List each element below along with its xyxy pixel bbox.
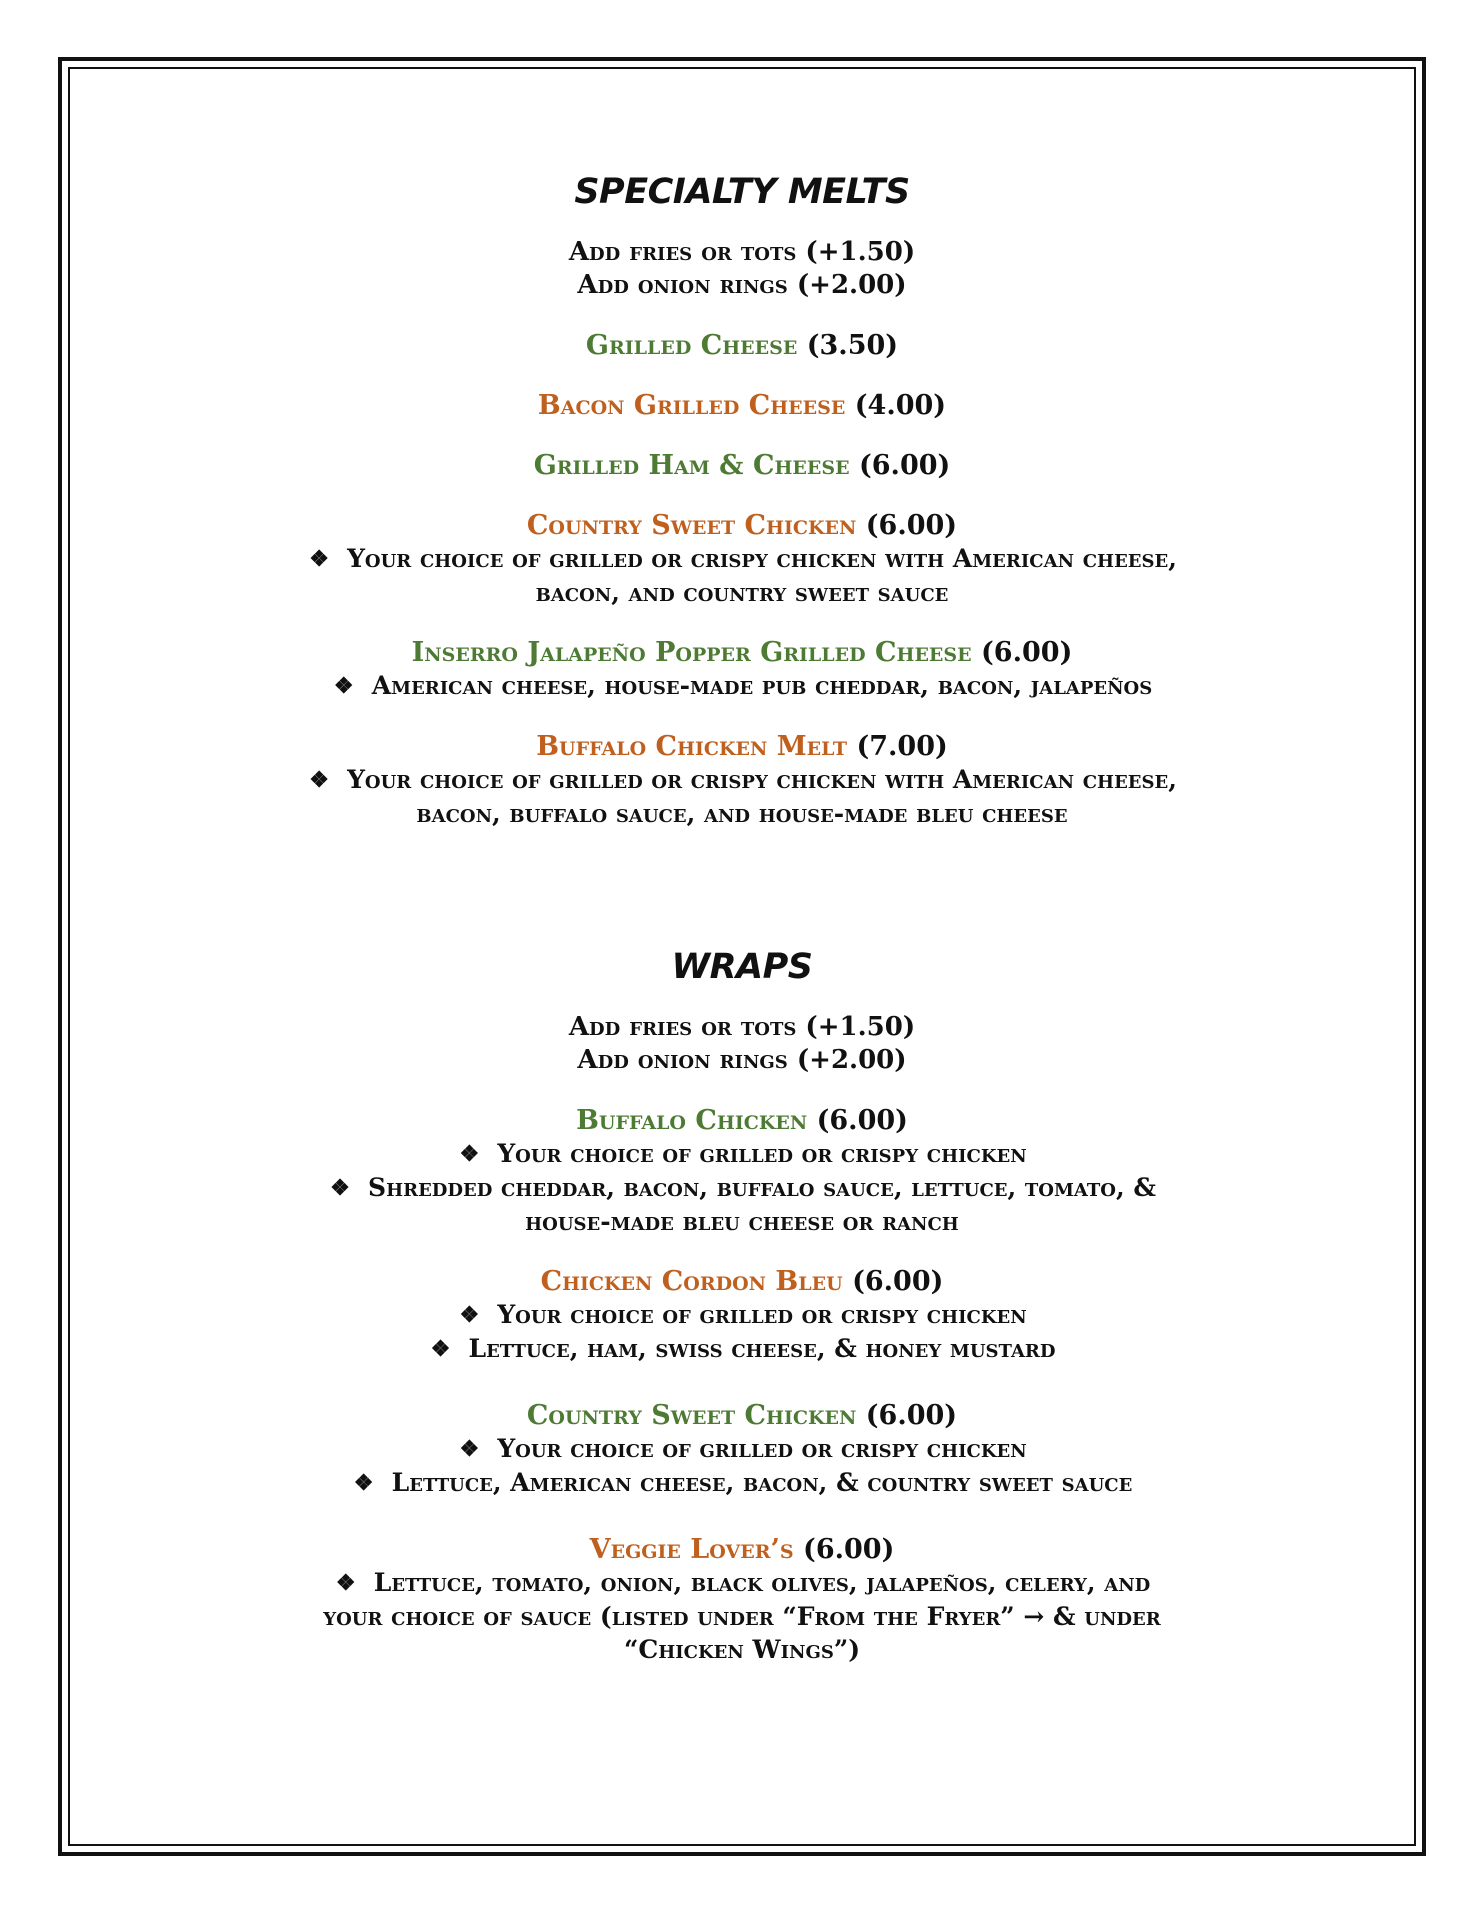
item-description-line: ❖ American cheese, house-made pub cheddar, bacon, jalapeños xyxy=(70,669,1414,703)
bullet-icon: ❖ xyxy=(459,1302,480,1328)
item-description-line: ❖ Your choice of grilled or crispy chicken with American cheese, xyxy=(70,763,1414,797)
item-price: (6.00) xyxy=(981,637,1073,668)
menu-item-country-sweet-chicken-melt xyxy=(70,510,1414,609)
bullet-icon: ❖ xyxy=(459,1141,480,1167)
addon-onion-rings: Add onion rings (+2.00) xyxy=(577,270,907,300)
bullet-icon: ❖ xyxy=(430,1336,451,1362)
menu-item-country-sweet-chicken-wrap xyxy=(70,1400,1414,1500)
section-title-wraps: WRAPS xyxy=(671,947,813,987)
item-name: Buffalo Chicken xyxy=(576,1105,808,1136)
item-name: Bacon Grilled Cheese xyxy=(537,390,846,421)
item-name: Grilled Cheese xyxy=(585,330,798,361)
item-name: Grilled Ham & Cheese xyxy=(533,450,850,481)
bullet-icon: ❖ xyxy=(309,767,329,793)
item-description-line: ❖ Your choice of grilled or crispy chicken with American cheese, xyxy=(70,542,1414,576)
bullet-icon: ❖ xyxy=(335,1570,356,1596)
bullet-icon: ❖ xyxy=(309,546,329,572)
item-name: Inserro Jalapeño Popper Grilled Cheese xyxy=(411,637,972,668)
menu-item-buffalo-chicken-wrap xyxy=(70,1105,1414,1238)
item-name: Veggie Lover’s xyxy=(589,1534,794,1565)
item-description-line: bacon, buffalo sauce, and house-made bleu cheese xyxy=(416,799,1068,828)
item-description-line: house-made bleu cheese or ranch xyxy=(525,1207,959,1236)
item-name: Chicken Cordon Bleu xyxy=(540,1266,843,1297)
menu-item-grilled-ham-cheese xyxy=(70,450,1414,482)
item-description-line: ❖ Your choice of grilled or crispy chicken xyxy=(70,1137,1414,1171)
addon-fries-tots: Add fries or tots (+1.50) xyxy=(568,1012,916,1042)
item-price: (6.00) xyxy=(865,510,958,541)
menu-item-veggie-lovers xyxy=(70,1534,1414,1666)
item-description-line: ❖ Lettuce, tomato, onion, black olives, jalapeños, celery, and xyxy=(70,1566,1414,1600)
item-description-line: your choice of sauce (listed under “From the Fryer” → & under xyxy=(323,1602,1161,1631)
menu-item-buffalo-chicken-melt xyxy=(70,731,1414,830)
item-description-line: ❖ Lettuce, ham, swiss cheese, & honey mustard xyxy=(70,1332,1414,1366)
menu-item-jalapeno-popper xyxy=(70,637,1414,703)
item-name: Country Sweet Chicken xyxy=(526,1400,857,1431)
bullet-icon: ❖ xyxy=(353,1470,374,1496)
section-title-melts: SPECIALTY MELTS xyxy=(574,172,910,212)
item-description-line: ❖ Lettuce, American cheese, bacon, & country sweet sauce xyxy=(70,1466,1414,1500)
item-description-line: ❖ Your choice of grilled or crispy chicken xyxy=(70,1298,1414,1332)
item-description-line: ❖ Shredded cheddar, bacon, buffalo sauce, lettuce, tomato, & xyxy=(70,1171,1414,1205)
item-price: (6.00) xyxy=(816,1105,908,1136)
item-description-line: “Chicken Wings”) xyxy=(623,1635,861,1664)
menu-item-grilled-cheese xyxy=(70,330,1414,362)
specialty-melts-section xyxy=(70,170,1414,830)
item-price: (3.50) xyxy=(806,330,899,361)
item-price: (6.00) xyxy=(803,1534,895,1565)
menu-item-bacon-grilled-cheese xyxy=(70,390,1414,422)
bullet-icon: ❖ xyxy=(459,1436,480,1462)
menu-item-chicken-cordon-bleu xyxy=(70,1266,1414,1366)
item-price: (4.00) xyxy=(854,390,947,421)
addon-onion-rings: Add onion rings (+2.00) xyxy=(577,1045,907,1075)
item-price: (7.00) xyxy=(856,731,948,762)
item-name: Buffalo Chicken Melt xyxy=(536,731,848,762)
item-price: (6.00) xyxy=(852,1266,944,1297)
wraps-section xyxy=(70,945,1414,1666)
item-description-line: ❖ Your choice of grilled or crispy chicken xyxy=(70,1432,1414,1466)
item-name: Country Sweet Chicken xyxy=(526,510,857,541)
item-description-line: bacon, and country sweet sauce xyxy=(535,578,949,607)
item-price: (6.00) xyxy=(858,450,951,481)
addon-fries-tots: Add fries or tots (+1.50) xyxy=(568,237,916,267)
bullet-icon: ❖ xyxy=(330,1175,350,1201)
item-price: (6.00) xyxy=(865,1400,958,1431)
bullet-icon: ❖ xyxy=(333,673,354,699)
